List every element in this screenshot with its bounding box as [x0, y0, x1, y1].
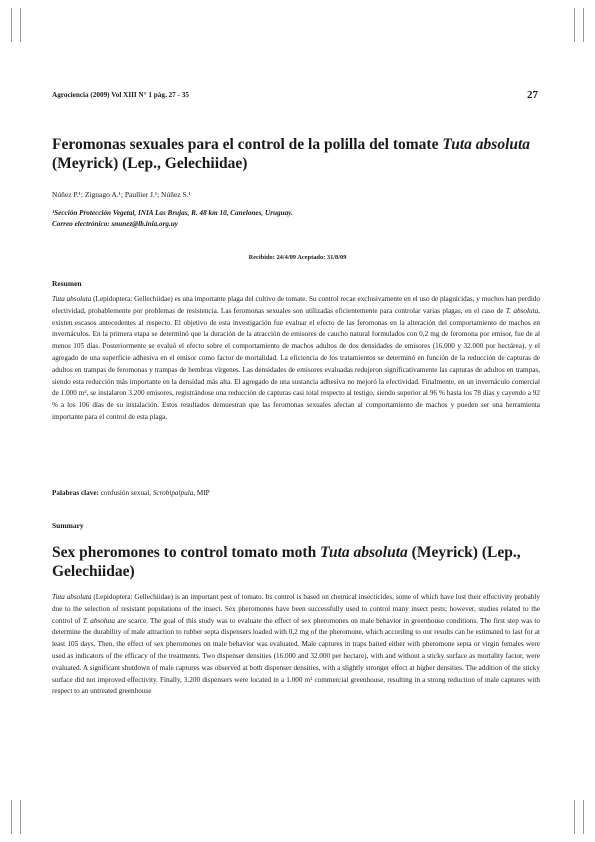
crop-mark [583, 8, 584, 42]
body-text: (Lepidoptera: Gellechiidae) is an important pest of tomato. Its control is based on chemical insecticides, some of which have lost their effectivity probably due to the selection of resistant populations of the insect. Sex pheromones have been successfully used to control many insect pests; however, studies related to the control of [52, 593, 540, 625]
body-text: , existen escasos antecedentes al respecto. El objetivo de esta investigación fue evaluar el efecto de las feromonas en la alteración del comportamiento de machos en invernáculos. En la primera etapa se determinó que la duración de la atracción de emisores de caucho natural formulados con 0,2 mg de feromona por emisor, fue de al menos 105 días. Posteriormente se evaluó el efecto sobre el comportamiento de machos adultos de dos densidades de emisores (16.000 y 32.000 por hectárea), y el agregado de una superficie adhesiva en el emisor como factor de mortalidad. La eficiencia de los tratamientos se determinó en función de la reducción de capturas de adultos en trampas de feromonas y trampas de hembras vírgenes. Las densidades de emisores evaluadas redujeron significativamente las capturas de adultos en trampas, siendo esta reducción más importante en la densidad más alta. El agregado de una sustancia adhesiva no mejoró la efectividad. Finalmente, en un invernáculo comercial de 1.000 m², se instalaron 3.200 emisores, registrándose una reducción de capturas casi total respecto al testigo, siendo superior al 96 % hasta los 78 días y cayendo a 92 % a los 106 días de su instalación. Estos resultados demuestran que las feromonas sexuales afectan al comportamiento de machos y pueden ser una herramienta importante para el control de esta plaga. [52, 306, 540, 421]
received-accepted-dates: Recibido: 24/4/09 Aceptado: 31/8/09 [248, 254, 347, 261]
resumen-heading: Resumen [52, 279, 82, 288]
spanish-title [52, 135, 542, 173]
journal-citation: Agrociencia (2009) Vol XIII N° 1 pág. 27 - 35 [52, 91, 189, 99]
summary-heading: Summary [52, 521, 84, 530]
email-line: Correo electrónico: snunez@lb.inia.org.uy [52, 220, 178, 228]
species-name: Tuta absoluta [52, 593, 92, 601]
body-text: are scarce. The goal of this study was to evaluate the effect of sex pheromones on male behavior in greenhouse conditions. The first step was to determine the durability of male attraction to rubber septa dispensers loaded with 0,2 mg of the pheromone, which according to our results can be estimated to last for at least 105 days. Then, the effect of sex pheromones on male behavior was evaluated. Male captures in traps baited either with pheromone septa or virgin females were used as indicators of the efficacy of the treatments. Two dispenser densities (16.000 and 32.000 per hectare), with and without a sticky surface as mortality factor, were evaluated. A significant shutdown of male captures was observed at both dispenser densities, with a slightly stronger effect at higher densities. The addition of the sticky surface did not improved effectivity. Finally, 3.200 dispensers were located in a 1.000 m² commercial greenhouse, resulting in a strong reduction of male captures with respect to an untreated greenhouse [52, 616, 540, 696]
title-text: Sex pheromones to control tomato moth [52, 544, 321, 561]
keywords-text: confusión sexual, [98, 489, 153, 497]
summary-paragraph [52, 592, 540, 698]
keywords-label: Palabras clave: [52, 489, 99, 497]
title-species: Tuta absoluta [320, 544, 408, 561]
resumen-paragraph [52, 294, 540, 424]
title-species: Tuta absoluta [442, 136, 531, 153]
crop-mark [11, 800, 12, 834]
title-text: (Meyrick) (Lep., Gelechiidae) [52, 155, 248, 172]
body-text: (Lepidoptera: Gellechiidae) es una importante plaga del cultivo de tomate. Su control recae exclusivamente en el uso de plaguicidas, y muchos han perdido efectividad, probablemente por problemas de resistencia. Las feromonas sexuales son utilizadas eficientemente para controlar varias plagas, en el caso de [52, 295, 541, 315]
page-number: 27 [527, 89, 538, 101]
crop-mark [574, 8, 575, 42]
title-text: (Meyrick) (Lep., Gelechiidae) [52, 544, 521, 580]
crop-mark [20, 800, 21, 834]
english-title [52, 543, 542, 581]
keywords-italic: Scrobipalpula [152, 489, 194, 497]
keywords-text: , MIP [193, 489, 210, 497]
authors: Núñez P.¹; Zignago A.¹; Paullier J.¹; Núñez S.¹ [52, 190, 191, 199]
keywords [52, 489, 210, 497]
species-name: Tuta absoluta [52, 295, 92, 303]
crop-mark [11, 8, 12, 42]
title-text: Feromonas sexuales para el control de la polilla del tomate [52, 136, 443, 153]
species-name: T. absoluta [505, 306, 539, 315]
crop-mark [20, 8, 21, 42]
species-name: T. absoluta [82, 616, 115, 625]
crop-mark [583, 800, 584, 834]
affiliation [52, 208, 293, 230]
affiliation-line: ¹Sección Protección Vegetal, INIA Las Brujas, R. 48 km 10, Canelones, Uruguay. [52, 209, 293, 217]
crop-mark [574, 800, 575, 834]
